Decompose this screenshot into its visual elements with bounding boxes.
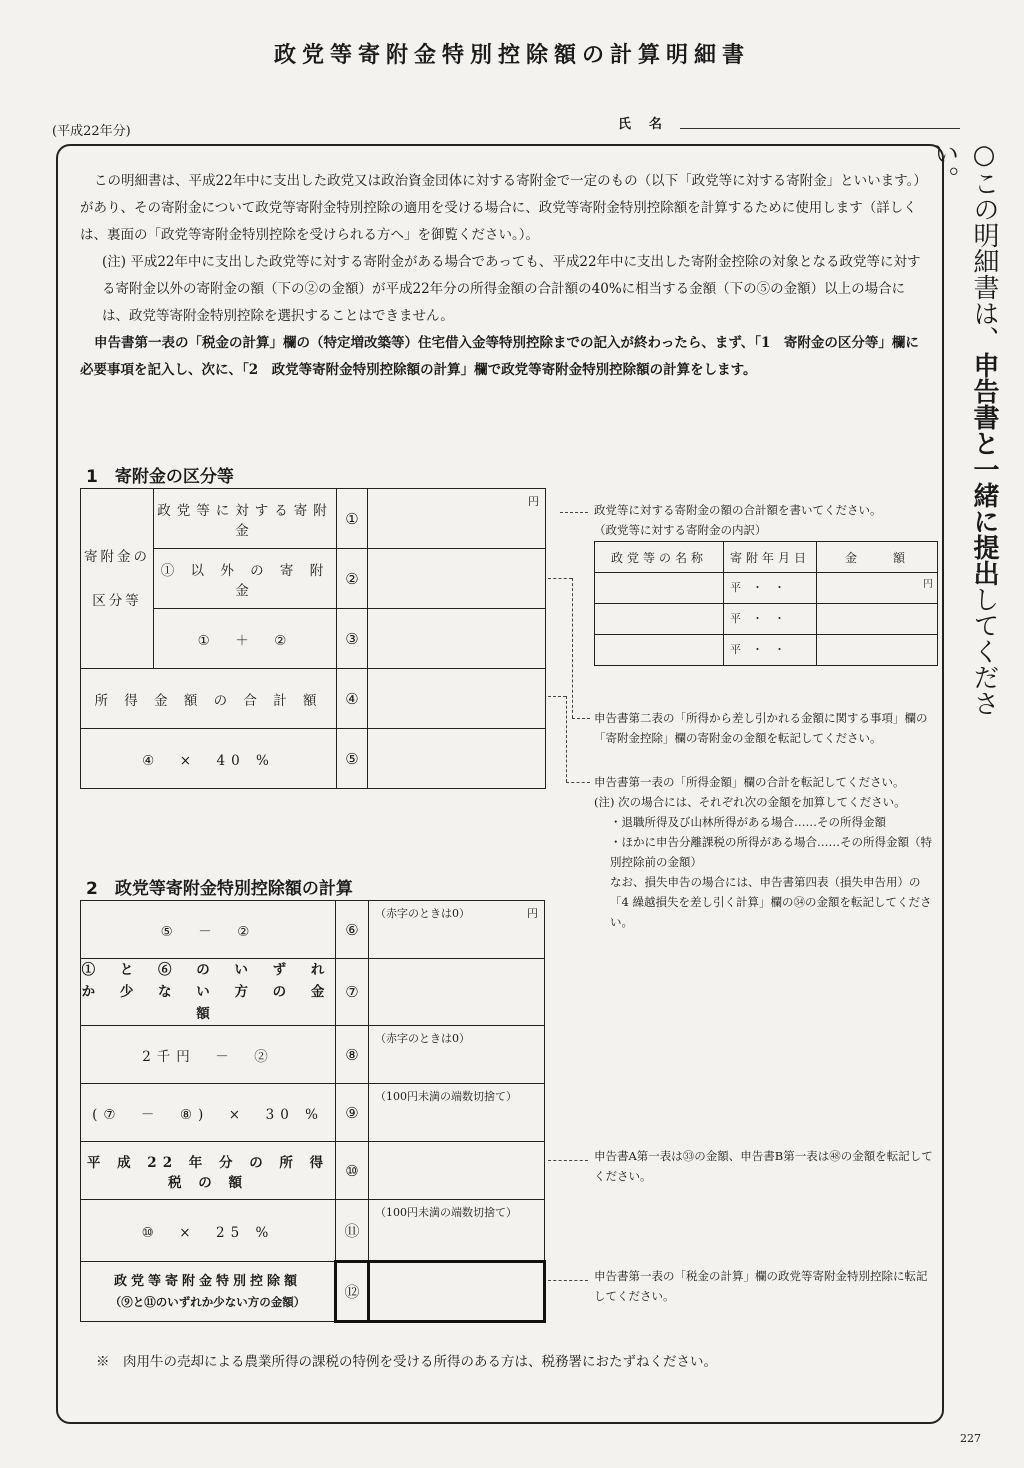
- row-number: ⑧: [336, 1026, 369, 1084]
- leader-line: [572, 578, 573, 718]
- section2-table: [80, 900, 546, 1323]
- donation-amount-field[interactable]: [817, 635, 938, 666]
- callout-tax-amount: 申告書A第一表は㉝の金額、申告書B第一表は㊽の金額を転記してください。: [594, 1149, 933, 1183]
- row-number: ②: [337, 549, 368, 609]
- row-label: ⑤ － ②: [81, 901, 336, 959]
- section1-title: 1 寄附金の区分等: [86, 467, 234, 487]
- row-label: 平 成 22 年 分 の 所 得 税 の 額: [81, 1142, 336, 1200]
- leader-line: [566, 782, 590, 783]
- leader-line: [548, 1280, 588, 1281]
- group-label: 寄附金の 区分等: [81, 489, 154, 669]
- callout-credit-transfer: 申告書第一表の「税金の計算」欄の政党等寄附金特別控除に転記してください。: [594, 1269, 928, 1303]
- leader-line: [560, 512, 588, 513]
- row-label: (⑦ － ⑧) × 30 %: [81, 1084, 336, 1142]
- unit-label: 円: [528, 495, 539, 508]
- donation-date-field[interactable]: 平 ・ ・: [724, 635, 817, 666]
- credit-amount-field-12[interactable]: [369, 1262, 545, 1322]
- calc-field-8[interactable]: （赤字のときは0）: [369, 1026, 545, 1084]
- row-number: ③: [337, 609, 368, 669]
- name-label: 氏名: [618, 117, 681, 132]
- amount-field-2[interactable]: [368, 549, 546, 609]
- leader-line: [572, 718, 590, 719]
- leader-line: [548, 578, 572, 579]
- donation-name-field[interactable]: [595, 635, 724, 666]
- row-number: ⑤: [337, 729, 368, 789]
- calc-field-9[interactable]: （100円未満の端数切捨て）: [369, 1084, 545, 1142]
- donation-amount-field[interactable]: [817, 604, 938, 635]
- donation-header: 政党等の名称: [595, 542, 724, 573]
- donation-breakdown-table: [594, 541, 938, 666]
- page-title: 政党等寄附金特別控除額の計算明細書: [273, 43, 750, 68]
- amount-field-4[interactable]: [368, 669, 546, 729]
- name-input-line[interactable]: [680, 128, 960, 129]
- callout-other-donations: 申告書第二表の「所得から差し引かれる金額に関する事項」欄の「寄附金控除」欄の寄附金の金額を転記してください。: [594, 711, 928, 745]
- row-number: ⑨: [336, 1084, 369, 1142]
- row-number: ⑩: [336, 1142, 369, 1200]
- page-number: 227: [960, 1432, 981, 1445]
- intro-paragraph: この明細書は、平成22年中に支出した政党又は政治資金団体に対する寄附金で一定のもの（以下「政党等に対する寄附金」といいます。）があり、その寄附金について政党等寄附金特別控除の適用を受ける場合に、政党等寄附金特別控除額を計算するために使用します（詳しくは、裏面の「政党等寄附金特別控除を受けられる方へ」を御覧ください。）。: [80, 173, 927, 243]
- donation-name-field[interactable]: [595, 604, 724, 635]
- row-number: ⑪: [336, 1200, 369, 1262]
- row-label-credit: 政党等寄附金特別控除額 （⑨と⑪のいずれか少ない方の金額）: [81, 1262, 336, 1322]
- donation-date-field[interactable]: 平 ・ ・: [724, 604, 817, 635]
- side-instruction: ○この明細書は、申告書と一緒に提出してください。: [929, 140, 999, 716]
- row-label: ⑩ × 25 %: [81, 1200, 336, 1262]
- row-label: ④ × 40 %: [81, 729, 337, 789]
- leader-line: [548, 696, 566, 697]
- intro-note: (注) 平成22年中に支出した政党等に対する寄附金がある場合であっても、平成22年中に支出した寄附金控除の対象となる政党等に対する寄附金以外の寄附金の額（下の②の金額）が平成22年分の所得金額の合計額の40%に相当する金額（下の⑤の金額）以上の場合には、政党等寄附金特別控除を選択することはできません。: [102, 254, 921, 324]
- row-number: ⑫: [336, 1262, 369, 1322]
- footnote: ※ 肉用牛の売却による農業所得の課税の特例を受ける所得のある方は、税務署におたずねください。: [96, 1354, 717, 1370]
- row-label: 2千円 － ②: [81, 1026, 336, 1084]
- calc-field-10[interactable]: [369, 1142, 545, 1200]
- row-number: ⑥: [336, 901, 369, 959]
- calc-field-11[interactable]: （100円未満の端数切捨て）: [369, 1200, 545, 1262]
- amount-field-5[interactable]: [368, 729, 546, 789]
- section1-table: [80, 488, 546, 789]
- donation-header: 金 額: [817, 542, 938, 573]
- callout-income-total: 申告書第一表の「所得金額」欄の合計を転記してください。 (注) 次の場合には、それぞれ次の金額を加算してください。 ・退職所得及び山林所得がある場合……その所得金額 ・ほかに申告分離課税の所得がある場合……その所得金額（特別控除前の金額） なお、損失申告の場合には、申告書第四表（損失申告用）の「4 繰越損失を差し引く計算」欄の㉞の金額を転記してください。: [594, 775, 932, 929]
- row-label: 所 得 金 額 の 合 計 額: [81, 669, 337, 729]
- amount-field-3[interactable]: [368, 609, 546, 669]
- row-number: ①: [337, 489, 368, 549]
- row-label: ① と ⑥ の い ず れ か 少 な い 方 の 金 額: [81, 959, 336, 1026]
- intro-text: [80, 168, 932, 384]
- donation-amount-field[interactable]: 円: [817, 573, 938, 604]
- intro-instruction: 申告書第一表の「税金の計算」欄の（特定増改築等）住宅借入金等特別控除までの記入が終わったら、まず、「1 寄附金の区分等」欄に必要事項を記入し、次に、「2 政党等寄附金特別控除額の計算」欄で政党等寄附金特別控除額の計算をします。: [80, 335, 919, 378]
- amount-field-1[interactable]: [368, 489, 546, 549]
- calc-field-6[interactable]: （赤字のときは0） 円: [369, 901, 545, 959]
- donation-header: 寄附年月日: [724, 542, 817, 573]
- side-instruction-bold: 申告書と一緒に提出: [969, 352, 999, 586]
- row-number: ④: [337, 669, 368, 729]
- row-label: ① ＋ ②: [154, 609, 337, 669]
- year-label: (平成22年分): [52, 124, 131, 139]
- row-label: 政党等に対する寄附金: [154, 489, 337, 549]
- calc-field-7[interactable]: [369, 959, 545, 1026]
- row-label: ① 以 外 の 寄 附 金: [154, 549, 337, 609]
- donation-date-field[interactable]: 平 ・ ・: [724, 573, 817, 604]
- callout-donation-total: 政党等に対する寄附金の額の合計額を書いてください。 （政党等に対する寄附金の内訳）: [594, 503, 882, 537]
- leader-line: [548, 1160, 588, 1161]
- row-number: ⑦: [336, 959, 369, 1026]
- donation-name-field[interactable]: [595, 573, 724, 604]
- leader-line: [566, 696, 567, 782]
- section2-title: 2 政党等寄附金特別控除額の計算: [86, 879, 353, 899]
